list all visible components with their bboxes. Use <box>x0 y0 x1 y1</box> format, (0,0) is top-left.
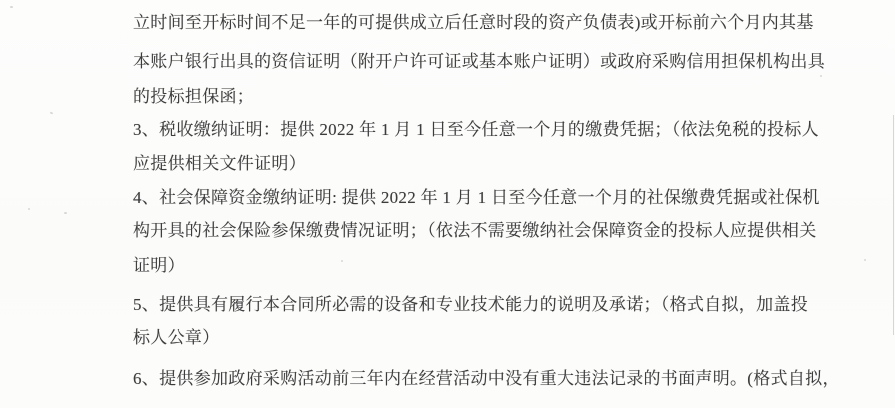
scan-speck-artifact <box>864 259 866 261</box>
scan-speck-artifact <box>341 260 343 262</box>
document-line-5: 应提供相关文件证明） <box>133 154 306 173</box>
document-line-3: 的投标担保函； <box>133 87 255 106</box>
document-line-7: 构开具的社会保险参保缴费情况证明；（依法不需要缴纳社会保障资金的投标人应提供相关 <box>133 221 817 240</box>
scan-speck-artifact <box>64 212 67 214</box>
document-line-4-tax-certificate-item: 3、税收缴纳证明：提供 2022 年 1 月 1 日至今任意一个月的缴费凭据；（依法免税的投标人 <box>133 120 819 139</box>
scan-speck-artifact <box>50 111 54 114</box>
document-line-2: 本账户银行出具的资信证明（附开户许可证或基本账户证明）或政府采购信用担保机构出具 <box>133 52 825 71</box>
document-line-10: 标人公章） <box>133 328 220 347</box>
document-line-6-social-security-item: 4、社会保障资金缴纳证明: 提供 2022 年 1 月 1 日至今任意一个月的社保缴费凭据或社保机 <box>133 188 820 207</box>
document-line-8: 证明） <box>133 256 185 275</box>
scan-speck-artifact <box>10 6 13 8</box>
scan-speck-artifact <box>820 75 822 77</box>
scan-page-edge-artifact <box>893 115 894 335</box>
document-line-11-no-violation-declaration-item: 6、提供参加政府采购活动前三年内在经营活动中没有重大违法记录的书面声明。(格式自拟， <box>133 369 840 388</box>
scan-speck-artifact <box>28 208 30 210</box>
document-line-1: 立时间至开标时间不足一年的可提供成立后任意时段的资产负债表)或开标前六个月内其基 <box>133 13 814 32</box>
document-line-9-equipment-capability-item: 5、提供具有履行本合同所必需的设备和专业技术能力的说明及承诺；（格式自拟，加盖投 <box>133 295 808 314</box>
